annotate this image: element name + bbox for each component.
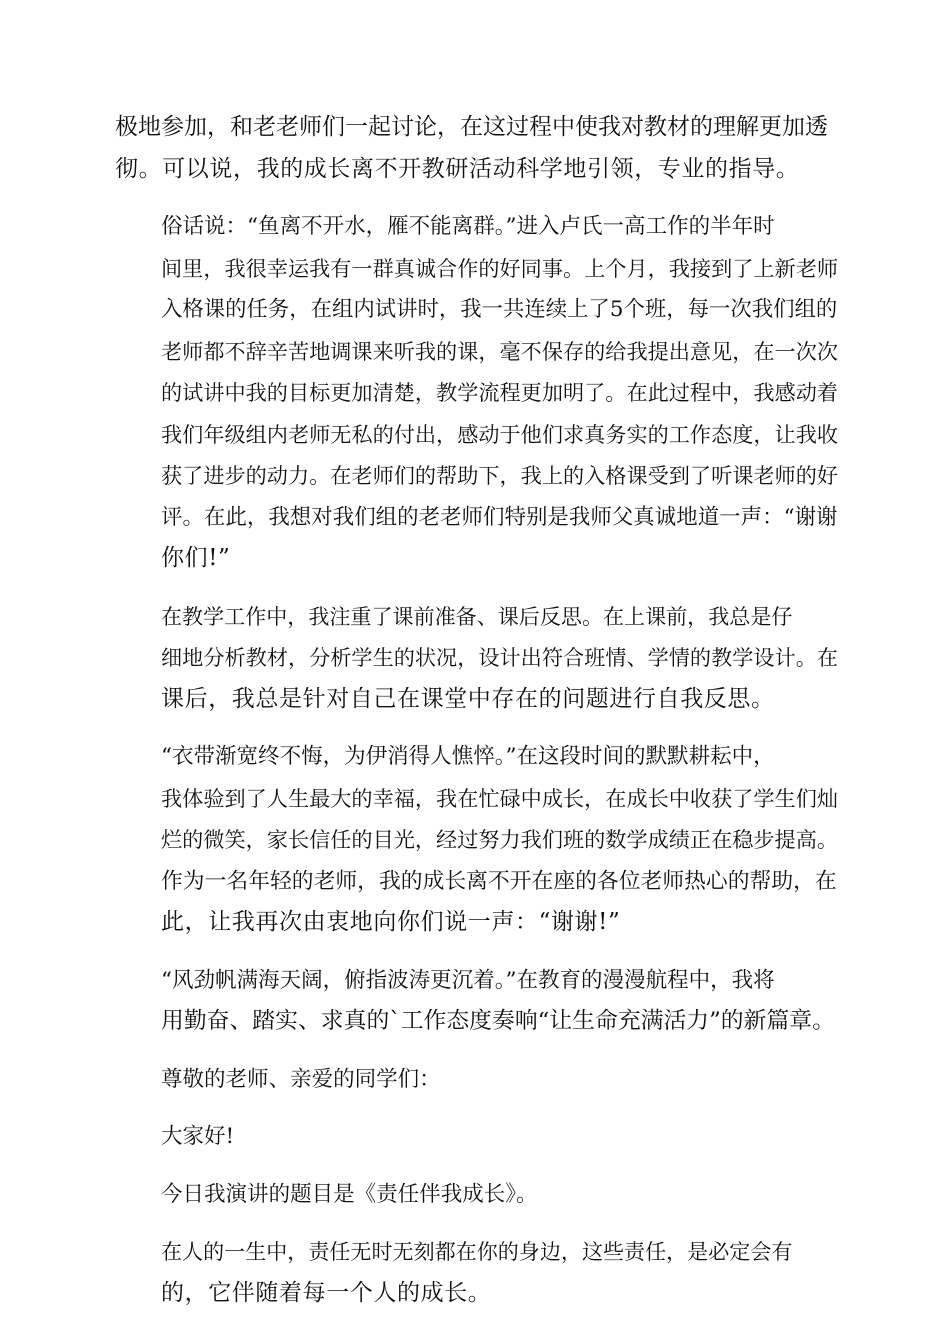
paragraph [115, 736, 839, 944]
text-line: 的，它伴随着每一个人的成长。 [161, 1279, 492, 1306]
text-line: 老师都不辞辛苦地调课来听我的课，毫不保存的给我提出意见，在一次次 [161, 338, 839, 364]
paragraph [115, 1059, 835, 1101]
text-line: 我们年级组内老师无私的付出，感动于他们求真务实的工作态度，让我收 [161, 421, 839, 447]
paragraph [115, 206, 839, 580]
text-line: “衣带渐宽终不悔，为伊消得人憔悴。”在这段时间的默默耕耘中， [161, 744, 775, 769]
text-line: 在人的一生中，责任无时无刻都在你的身边，这些责任，是必定会有 [161, 1239, 793, 1264]
text-line: 烂的微笑，家长信任的目光，经过努力我们班的数学成绩正在稳步提高。 [161, 827, 839, 852]
text-line: 你们!” [161, 545, 231, 571]
text-line: 我体验到了人生最大的幸福，我在忙碌中成长，在成长中收获了学生们灿 [161, 785, 839, 811]
paragraph [115, 1116, 835, 1158]
text-line: 大家好! [161, 1124, 235, 1149]
paragraph [115, 596, 839, 721]
text-line: 用勤奋、踏实、求真的`工作态度奏响“让生命充满活力”的新篇章。 [161, 1008, 835, 1034]
document-body [115, 107, 839, 1330]
text-line: 作为一名年轻的老师，我的成长离不开在座的各位老师热心的帮助，在 [161, 868, 837, 894]
text-line: 极地参加，和老老师们一起讨论，在这过程中使我对教材的理解更加透 [115, 114, 828, 140]
text-line: 课后，我总是针对自己在课堂中存在的问题进行自我反思。 [161, 685, 775, 712]
text-line: 获了进步的动力。在老师们的帮助下，我上的入格课受到了听课老师的好 [161, 463, 839, 488]
paragraph [115, 960, 835, 1043]
text-line: 此，让我再次由衷地向你们说一声：“谢谢!” [161, 909, 621, 935]
text-line: 在教学工作中，我注重了课前准备、课后反思。在上课前，我总是仔 [161, 603, 793, 629]
text-line: 的试讲中我的目标更加清楚，教学流程更加明了。在此过程中，我感动着 [161, 380, 839, 405]
text-line: 俗话说：“鱼离不开水，雁不能离群。”进入卢氏一高工作的半年时 [161, 214, 775, 239]
text-line: 评。在此，我想对我们组的老老师们特别是我师父真诚地道一声：“谢谢 [161, 504, 838, 530]
text-line: 彻。可以说，我的成长离不开教研活动科学地引领，专业的指导。 [115, 155, 800, 182]
paragraph [115, 1174, 835, 1216]
paragraph [115, 107, 835, 190]
text-line: 尊敬的老师、亲爱的同学们： [161, 1066, 441, 1092]
text-line: 入格课的任务，在组内试讲时，我一共连续上了5个班，每一次我们组的 [161, 297, 838, 322]
text-line: 今日我演讲的题目是《责任伴我成长》。 [161, 1181, 538, 1207]
text-line: “风劲帆满海天阔，俯指波涛更沉着。”在教育的漫漫航程中，我将 [161, 967, 775, 993]
paragraph [115, 1231, 835, 1314]
text-line: 细地分析教材，分析学生的状况，设计出符合班情、学情的教学设计。在 [161, 645, 839, 670]
text-line: 间里，我很幸运我有一群真诚合作的好同事。上个月，我接到了上新老师 [161, 255, 839, 281]
